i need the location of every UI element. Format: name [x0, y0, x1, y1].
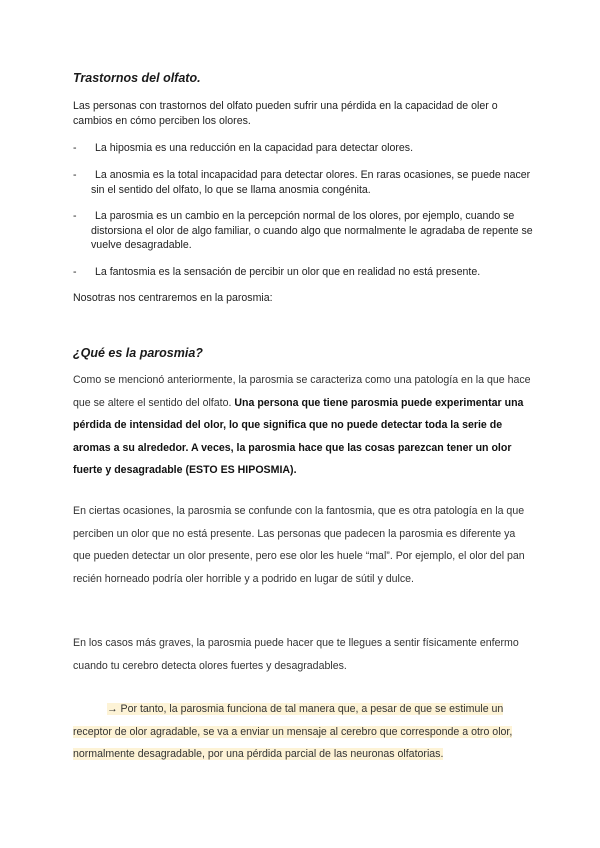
bullet-dash: - [73, 266, 77, 278]
intro-paragraph: Las personas con trastornos del olfato pueden sufrir una pérdida en la capacidad de oler o cambios en cómo perciben los olores. [73, 100, 498, 127]
definition-bold-text: Una persona que tiene parosmia puede experimentar una pérdida de intensidad del olor, lo que significa que no puede detectar toda la serie de aromas a su alrededor. A veces, la parosmia hace que las cosas parezcan tener un olor fuerte y desagradable (ESTO ES HIPOSMIA). [73, 396, 524, 476]
focus-line: Nosotras nos centraremos en la parosmia: [73, 292, 273, 304]
highlighted-conclusion [73, 698, 533, 766]
bullet-dash: - [73, 142, 77, 154]
paragraph-definition [73, 369, 533, 482]
bullet-hiposmia [73, 141, 533, 156]
bullet-text: La fantosmia es la sensación de percibir un olor que en realidad no está presente. [95, 266, 481, 278]
section-heading-parosmia: ¿Qué es la parosmia? [73, 346, 203, 360]
bullet-fantosmia [73, 265, 533, 280]
bullet-text: La parosmia es un cambio en la percepción normal de los olores, por ejemplo, cuando se distorsiona el olor de algo familiar, o cuando algo que normalmente le agradaba de repente se vuelve desagradable. [91, 210, 533, 251]
paragraph-fantosmia-comparison: En ciertas ocasiones, la parosmia se confunde con la fantosmia, que es otra patología en la que perciben un olor que no está presente. Las personas que padecen la parosmia es diferente ya que pueden detectar un olor presente, pero ese olor les huele “mal”. Por ejemplo, el olor del pan recién horneado podría oler horrible y a podrido en lugar de sútil y dulce. [73, 505, 525, 585]
paragraph-severe-cases: En los casos más graves, la parosmia puede hacer que te llegues a sentir físicamente enfermo cuando tu cerebro detecta olores fuertes y desagradables. [73, 637, 519, 672]
definition-text: Como se mencionó anteriormente, la parosmia se caracteriza como una patología en la que hace que se altere el sentido del olfato. [73, 374, 531, 409]
bullet-dash: - [73, 169, 77, 181]
bullet-text: La hiposmia es una reducción en la capacidad para detectar olores. [95, 142, 414, 154]
bullet-dash: - [73, 210, 77, 222]
highlight-text: → Por tanto, la parosmia funciona de tal manera que, a pesar de que se estimule un receptor de olor agradable, se va a enviar un mensaje al cerebro que corresponde a otro olor, normalmente desagradable, por una pérdida parcial de las neuronas olfatorias. [73, 703, 513, 760]
section-heading-olfato: Trastornos del olfato. [73, 71, 201, 85]
bullet-anosmia [73, 168, 533, 197]
bullet-text: La anosmia es la total incapacidad para detectar olores. En raras ocasiones, se puede nacer sin el sentido del olfato, lo que se llama anosmia congénita. [91, 169, 531, 196]
bullet-parosmia [73, 209, 533, 253]
